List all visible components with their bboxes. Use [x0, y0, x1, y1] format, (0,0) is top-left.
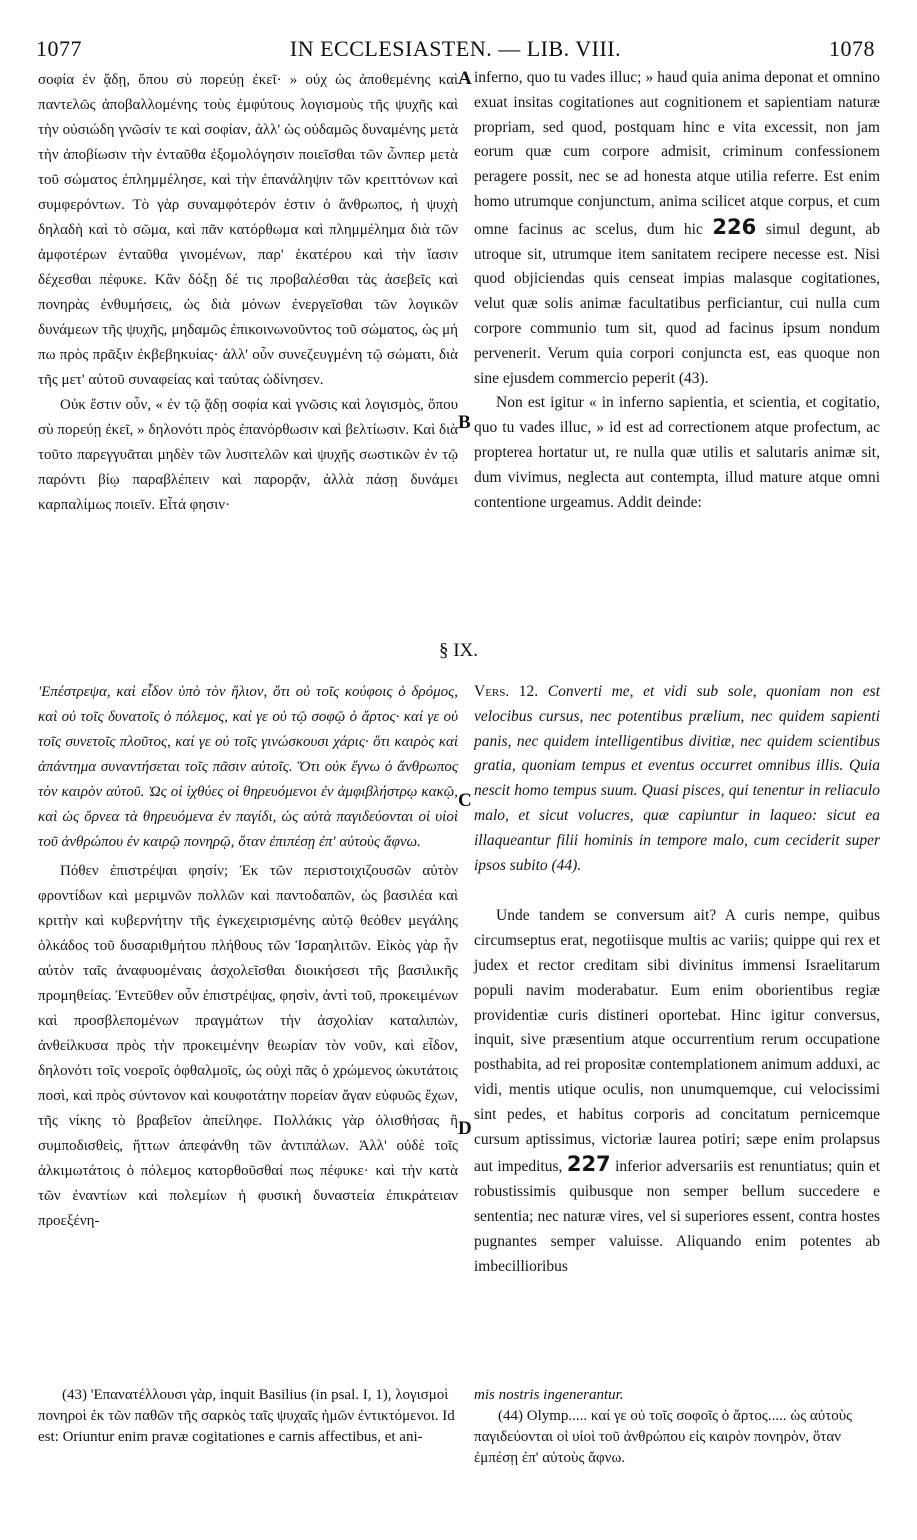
verse-text: Converti me, et vidi sub sole, quoniam non est velocibus cursus, nec potentibus prælium, nec quidem sapienti panis, nec quidem intelligentibus divitiæ, nec quidem scientibus gratia, quoniam tempus et eventus occurret omnibus illis. Quia nescit homo tempus suum. Quasi pisces, qui tenentur in reliaculo malo, et sicut volucres, quæ capiuntur in laqueo: sicut ea illaqueantur filii hominis in tempore malo, cum ceciderit super ipsos subito (44). — [474, 683, 881, 874]
latin-text: simul degunt, ab utroque sit, utrumque item sanitatem recipere necesse est. Nisi quod objiciendas quis censeat impias malasque cogitationes, velut quæ solis animæ facultatibus perficiantur, cui nulla cum corpore communio tum sit, quod ad facinus ipsum nondum pervenerit. Verum quia corpori conjuncta est, eas quoque non sine ejusdem commercio peperit (43). — [474, 220, 881, 387]
page-number-left: 1077 — [36, 36, 82, 61]
greek-verse: 'Επέστρεψα, καὶ εἶδον ὑπὸ τὸν ἥλιον, ὅτι οὐ τοῖς κούφοις ὁ δρόμος, καὶ οὐ τοῖς δυνατοῖς ὁ πόλεμος, καί γε οὐ τῷ σοφῷ ὁ ἄρτος· καί γε οὐ τοῖς συνετοῖς πλοῦτος, καί γε οὐ τοῖς γινώσκουσι χάρις· ὅτι καιρὸς καὶ ἀπάντημα συναντήσεται τοῖς πᾶσιν αὐτοῖς. Ὅτι οὐκ ἔγνω ὁ ἄνθρωπος τὸν καιρὸν αὐτοῦ. Ὡς οἱ ἰχθύες οἱ θηρευόμενοι ἐν ἀμφιβλήστρῳ κακῷ, καὶ ὡς ὄρνεα τὰ θηρευόμενα ἐν παγίδι, ὡς αὐτὰ παγιδεύονται οἱ υἱοὶ τοῦ ἀνθρώπου ἐν καιρῷ πονηρῷ, ὅταν ἐπιπέσῃ ἐπ' αὐτοὺς ἄφνω. — [38, 684, 458, 850]
latin-column-bottom — [474, 680, 880, 1279]
footnote-43: (43) 'Επανατέλλουσι γὰρ, inquit Basilius (in psal. I, 1), λογισμοὶ πονηροὶ ἐκ τῶν παθῶν τῆς σαρκὸς ταῖς ψυχαῖς ἡμῶν ἐντικτόμενοι. Id est: Oriuntur enim pravæ cogitationes e carnis affectibus, et ani- — [38, 1387, 455, 1445]
footnote-continuation: mis nostris ingenerantur. — [474, 1387, 624, 1403]
column-number: 226 — [712, 214, 757, 239]
latin-text: inferno, quo tu vades illuc; » haud quia anima deponat et omnino exuat insitas cogitationes aut cognitionem et sapientiam naturæ propriam, sed quod, postquam hinc e vita excessit, non jam eorum quæ cum corpore admisit, criminum confessionem peragere possit, nec se ad honesta atque utilia referre. Est enim homo utrumque conjunctum, anima scilicet atque corpus, et cum omne facinus ac scelus, dum hic — [474, 69, 880, 238]
greek-column-top — [38, 68, 458, 518]
latin-paragraph: Non est igitur « in inferno sapientia, et scientia, et cogitatio, quo tu vades illuc, » id est ad correctionem atque profectum, ac propterea hortatur ut, re nulla quæ utilis et salutaris animæ sit, dum vivimus, neglecta aut contempta, illud mature atque omni contentione urgeamus. Addit deinde: — [474, 394, 880, 511]
column-number: 227 — [566, 1152, 611, 1177]
greek-column-bottom — [38, 680, 458, 1234]
margin-marker-c: C — [458, 790, 472, 811]
latin-commentary — [474, 904, 880, 1279]
greek-paragraph: σοφία ἐν ᾅδῃ, ὅπου σὺ πορεύῃ ἐκεῖ· » οὐχ ὡς ἀποθεμένης καὶ παντελῶς ἀποβαλλομένης τοὺς ἐμφύτους λογισμοὺς τῆς ψυχῆς καὶ τὴν οὐσιώδη γνῶσίν τε καὶ σοφίαν, ἀλλ' ὡς οὐδαμῶς δυναμένης μετὰ τὴν ἀποβίωσιν τὴν ἐνταῦθα ἐξομολόγησιν ποιεῖσθαι τῶν ὧνπερ μετὰ τοῦ σώματος ἐπλημμέλησε, καὶ τὴν ἐπανάληψιν τῶν κρειττόνων καὶ συμφερόντων. Τὸ γὰρ συναμφότερόν ἐστιν ὁ ἄνθρωπος, ἡ ψυχὴ δηλαδὴ καὶ τὸ σῶμα, καὶ πᾶν κατόρθωμα καὶ πλημμέλημα διὰ τῶν ἀμφοτέρων ἐνταῦθα γινομένων, παρ' ἑκατέρου καὶ τὴν ἴασιν δέχεσθαι πέφυκε. Κἂν δόξῃ δέ τις προβαλέσθαι τὰς ἀσεβεῖς καὶ πονηρὰς ἐνθυμήσεις, ὡς διὰ μόνων ἐνεργεῖσθαι τῶν λογικῶν δυνάμεων τῆς ψυχῆς, μηδαμῶς ἐπικοινωνοῦντος τοῦ σώματος, ὡς μή πω πρὸς πρᾶξιν ἐκβεβηκυίας· ἀλλ' οὖν συνεζευγμένη τῷ σώματι, διὰ τῆς μετ' αὐτοῦ συναφείας καὶ ταύτας ὠδίνησεν. — [38, 72, 458, 388]
margin-marker-b: B — [458, 412, 471, 433]
verse-label: Vers. 12. — [474, 683, 539, 700]
latin-verse — [474, 680, 880, 878]
margin-marker-d: D — [458, 1118, 472, 1139]
latin-paragraph — [474, 66, 880, 391]
page-number-right: 1078 — [829, 36, 875, 61]
footnote-right — [474, 1385, 880, 1469]
latin-column-top — [474, 66, 880, 515]
section-heading: § IX. — [438, 640, 479, 661]
footnote-44: (44) Olymp..... καί γε οὐ τοῖς σοφοῖς ὁ ἄρτος..... ὡς αὐτοὺς παγιδεύονται οἱ υἱοὶ τοῦ ἀνθρώπου εἰς καιρὸν πονηρὸν, ὅταν ἐμπέσῃ ἐπ' αὐτοὺς ἄφνω. — [474, 1408, 853, 1466]
greek-commentary: Πόθεν ἐπιστρέψαι φησίν; Ἐκ τῶν περιστοιχιζουσῶν αὐτὸν φροντίδων καὶ μεριμνῶν πολλῶν καὶ παντοδαπῶν, ὡς βασιλέα καὶ κριτὴν καὶ κυβερνήτην τῆς ἐγκεχειρισμένης αὐτῷ θεόθεν μεγάλης ὁλκάδος τοῦ δυσαριθμήτου πλήθους τῶν Ἰσραηλιτῶν. Εἰκὸς γὰρ ἦν αὐτὸν ταῖς ἀναφυομέναις ἀσχολεῖσθαι διοικήσεσι τῆς βασιλικῆς προμηθείας. Ἐντεῦθεν οὖν ἐπιστρέψας, φησὶν, ἀντὶ τοῦ, προκειμένων καὶ προσβλεπομένων πραγμάτων τὴν ἀσχολίαν καταλιπὼν, ἀνθείλκυσα πρὸς τὴν προκειμένην θεωρίαν τὸν νοῦν, καὶ εἶδον, δηλονότι τοῖς νοεροῖς ὀφθαλμοῖς, ὡς οὐχὶ πᾶς ὁ χρώμενος ὠκυτάτοις ποσὶ, καὶ πρὸς σύντονον καὶ κουφοτάτην πορείαν ἄγαν εὐφυῶς ἔχων, τῆς νίκης τὸ βραβεῖον ἀπείληφε. Πολλάκις γὰρ ὀλισθήσας ἢ συμποδισθεὶς, ἥττων ἀπεφάνθη τῶν ἀντιπάλων. Ἀλλ' οὐδὲ τοῖς ἀλκιμωτάτοις ὁ πόλεμος κατορθοῦσθαί πως πέφυκε· καὶ τὴν κατὰ τῶν ἐναντίων καὶ πολεμίων ἡ φυσικὴ δυναστεία ἐπικράτειαν προεξένη- — [38, 863, 458, 1229]
latin-text: Unde tandem se conversum ait? A curis nempe, quibus circumseptus erat, negotiisque multis ac variis; quippe qui rex et judex et rector creditam sibi divinitus immensi Israelitarum populi navim moderabatur. Eum enim oborientibus regiæ providentiæ curis distineri oportebat. Hinc igitur conversus, inquit, sive præsentium atque occurrentium rerum occupatione posthabita, ad rei propositæ contemplationem animum adduxi, ac vidi, mentis utique oculis, non unumquemque, cui velocissimi sint pedes, et habitus corporis ad concitatum pernicemque cursum aptissimus, victoriæ laurea potiri; sæpe enim prolapsus aut impeditus, — [474, 907, 880, 1176]
footnote-left — [38, 1385, 458, 1448]
running-title: IN ECCLESIASTEN. — LIB. VIII. — [289, 36, 622, 61]
latin-text: inferior adversariis est renuntiatus; quin et robustissimis quibusque non semper bellum succedere e sententia; nec naturæ vires, vel si superiores essent, contra hostes pugnantes semper valuisse. Aliquando enim potentes ab imbecillioribus — [474, 1158, 881, 1275]
page-header — [36, 36, 875, 64]
margin-marker-a: A — [458, 68, 472, 89]
greek-paragraph: Οὐκ ἔστιν οὖν, « ἐν τῷ ᾅδῃ σοφία καὶ γνῶσις καὶ λογισμὸς, ὅπου σὺ πορεύῃ ἐκεῖ, » δηλονότι πρὸς ἐπανόρθωσιν καὶ βελτίωσιν. Καὶ διὰ τοῦτο παρεγγυᾶται μηδὲν τῶν λυσιτελῶν καὶ ψυχῆς σωστικῶν ἐν τῷ παρόντι βίῳ παραβλέπειν καὶ παρορᾷν, ἀλλὰ πάσῃ δυνάμει καρπαλίμως ποιεῖν. Εἶτά φησιν· — [38, 397, 458, 513]
